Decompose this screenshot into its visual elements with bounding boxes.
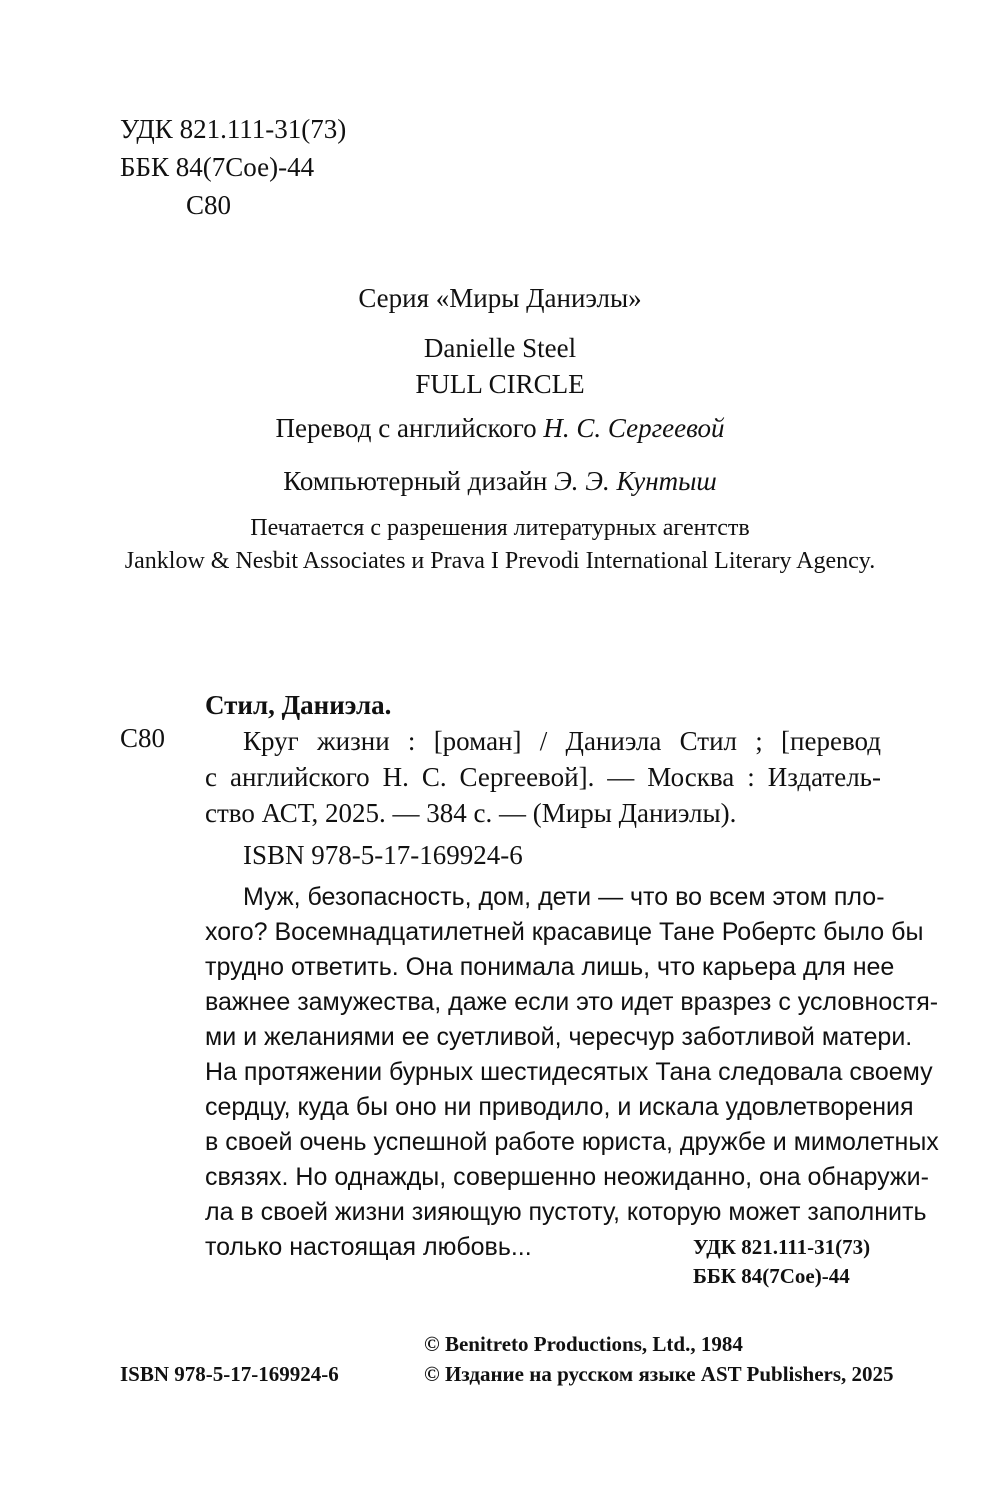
permission-line: Janklow & Nesbit Associates и Prava I Prevodi International Literary Agency. [124,548,876,574]
annotation-line: Муж, безопасность, дом, дети — что во всем этом пло- [243,883,885,911]
annotation [205,880,939,1265]
original-title: FULL CIRCLE [415,369,585,399]
copyright-block [424,1329,894,1389]
designer-name: Э. Э. Кунтыш [554,466,717,496]
bibliographic-description [205,723,881,831]
translation-credit [0,413,1000,444]
annotation-line: ми и желаниями ее суетливой, чересчур заботливой матери. [205,1023,913,1051]
description-line: Круг жизни : [роман] / Даниэла Стил ; [перевод [243,726,881,756]
bibliographic-author: Стил, Даниэла. [205,690,392,720]
design-credit [0,466,1000,497]
description-line: ство АСТ, 2025. — 384 с. — (Миры Даниэлы). [205,798,737,828]
annotation-line: в своей очень успешной работе юриста, дружбе и мимолетных [205,1128,939,1156]
design-label: Компьютерный дизайн [283,466,548,496]
udk-code: УДК 821.111-31(73) [120,114,347,144]
footer-isbn: ISBN 978-5-17-169924-6 [120,1362,339,1386]
series-title: Серия «Миры Даниэлы» [358,283,642,313]
copyright-russian: © Издание на русском языке AST Publishers, 2025 [424,1362,894,1386]
annotation-line: На протяжении бурных шестидесятых Тана следовала своему [205,1058,933,1086]
translator-name: Н. С. Сергеевой [543,413,725,443]
bibliographic-code: С80 [120,723,166,753]
annotation-line: хого? Восемнадцатилетней красавице Тане Робертс было бы [205,918,924,946]
description-line: с английского Н. С. Сергеевой]. — Москва : Издатель- [205,762,881,792]
footer-udk: УДК 821.111-31(73) [693,1235,871,1259]
annotation-line: только настоящая любовь... [205,1233,532,1261]
classification-block [120,110,346,224]
annotation-line: трудно ответить. Она понимала лишь, что карьера для нее [205,953,895,981]
annotation-line: ла в своей жизни зияющую пустоту, которую может заполнить [205,1198,927,1226]
original-edition [0,330,1000,402]
bbk-code: ББК 84(7Сое)-44 [120,152,315,182]
annotation-line: важнее замужества, даже если это идет вразрез с условностя- [205,988,939,1016]
bibliographic-isbn: ISBN 978-5-17-169924-6 [243,840,523,870]
original-author: Danielle Steel [423,333,577,363]
annotation-line: сердцу, куда бы оно ни приводило, и искала удовлетворения [205,1093,914,1121]
footer-bbk: ББК 84(7Сое)-44 [693,1264,850,1288]
translation-label: Перевод с английского [275,413,537,443]
author-mark: С80 [186,190,232,220]
footer-classification [693,1233,870,1291]
permission-notice [0,512,1000,578]
annotation-line: связях. Но однажды, совершенно неожиданно, она обнаружи- [205,1163,929,1191]
copyright-original: © Benitreto Productions, Ltd., 1984 [424,1332,743,1356]
permission-line: Печатается с разрешения литературных агентств [250,515,750,541]
